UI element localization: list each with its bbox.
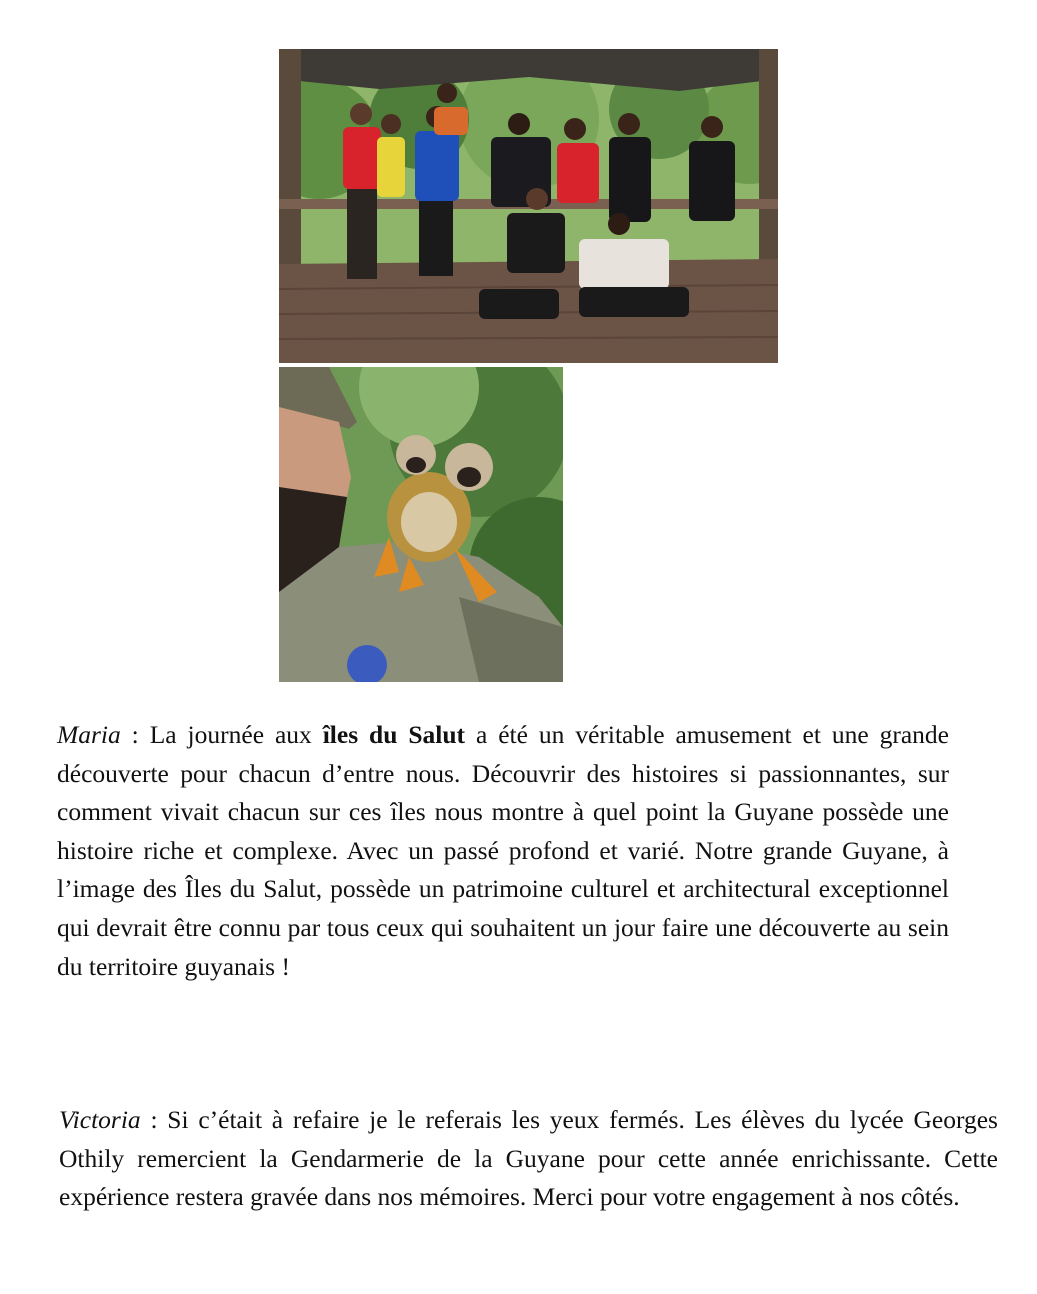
speaker-maria: Maria: [57, 720, 121, 749]
group-photo: [279, 49, 778, 363]
testimony-text: Si c’était à refaire je le referais les yeux fermés. Les élèves du lycée Georges Othily remercient la Gendarmerie de la Guyane pour cette année enrichissante. Cette expérience restera gravée dans nos mémoires. Merci pour votre engagement à nos côtés.: [59, 1105, 998, 1212]
testimony-text: La journée aux: [149, 720, 323, 749]
speaker-victoria: Victoria: [59, 1105, 141, 1134]
separator: :: [140, 1105, 168, 1134]
monkey-selfie-photo: [279, 367, 563, 682]
separator: :: [120, 720, 150, 749]
place-name-bold: îles du Salut: [322, 720, 466, 749]
testimony-victoria: [59, 1101, 998, 1217]
testimony-maria: [57, 716, 949, 986]
testimony-text: a été un véritable amusement et une grande découverte pour chacun d’entre nous. Découvrir des histoires si passionnantes, sur comment vivait chacun sur ces îles nous montre à quel point la Guyane possède une histoire riche et complexe. Avec un passé profond et varié. Notre grande Guyane, à l’image des Îles du Salut, possède un patrimoine culturel et architectural exceptionnel qui devrait être connu par tous ceux qui souhaitent un jour faire une découverte au sein du territoire guyanais !: [57, 720, 949, 981]
